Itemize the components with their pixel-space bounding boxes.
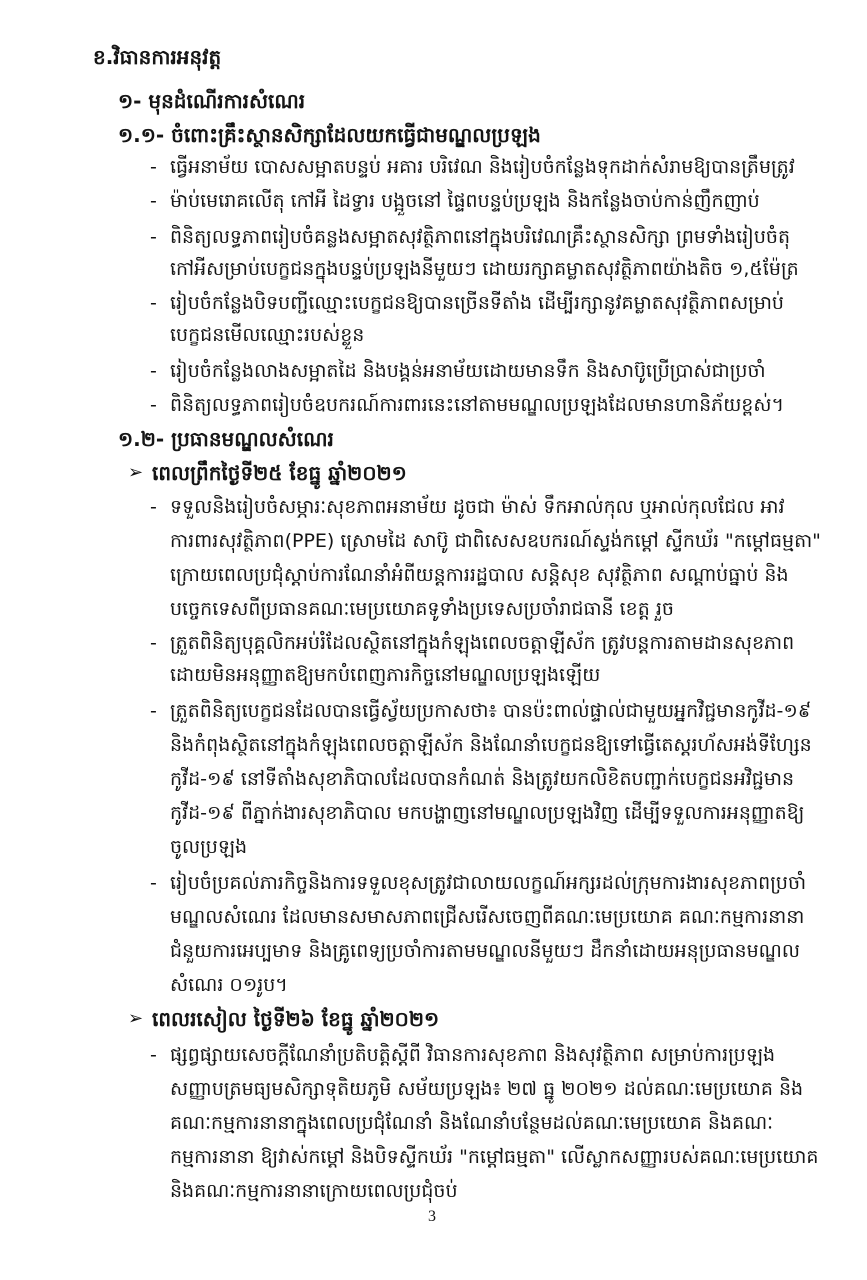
bullet-dash: - xyxy=(150,700,157,722)
list-item-line: បេក្ខជនមើលឈ្មោះរបស់ខ្លួន xyxy=(170,324,365,346)
list-item-line: ត្រួតពិនិត្យបុគ្គលិកអប់រំដែលស្ថិតនៅក្នុងកំឡុងពេលចត្តាឡីស័ក ត្រូវបន្តការតាមដានសុខភាព xyxy=(170,632,795,654)
evening-heading: ពេលរសៀល ថ្ងៃទី២៦ ខែធ្នូ ឆ្នាំ២០២១ xyxy=(152,1007,440,1031)
bullet-dash: - xyxy=(150,226,157,248)
list-item-line: កូវីដ-១៩ នៅទីតាំងសុខាភិបាលដែលបានកំណត់ និងត្រូវយកលិខិតបញ្ជាក់បេក្ខជនអវិជ្ជមាន xyxy=(170,768,795,790)
list-item-line: សំណេរ ០១រូប។ xyxy=(170,974,288,996)
list-item-line: ផ្សព្វផ្សាយសេចក្តីណែនាំប្រតិបត្តិស្តីពី វិធានការសុខភាព និងសុវត្ថិភាព សម្រាប់ការប្រឡង xyxy=(170,1044,776,1066)
list-item-line: ពិនិត្យលទ្ធភាពរៀបចំគន្លងសម្អាតសុវត្ថិភាពនៅក្នុងបរិវេណគ្រឹះស្ថានសិក្សា ព្រមទាំងរៀបចំតុ xyxy=(170,226,791,248)
list-item-line: កម្មការនានា ឱ្យវាស់កម្តៅ និងបិទស្ទីកឃ័រ "កម្តៅធម្មតា" លើស្លាកសញ្ញារបស់គណៈមេប្រយោគ xyxy=(170,1146,819,1168)
list-item-line: ការពារសុវត្ថិភាព(PPE) ស្រោមដៃ សាប៊ូ ជាពិសេសឧបករណ៍ស្ទង់កម្តៅ ស្ទីកឃ័រ "កម្តៅធម្មតា" xyxy=(170,530,821,552)
list-item-line: មណ្ឌលសំណេរ ដែលមានសមាសភាពជ្រើសរើសចេញពីគណៈមេប្រយោគ គណៈកម្មការនានា xyxy=(170,906,805,928)
bullet-dash: - xyxy=(150,496,157,518)
list-item-line: រៀបចំកន្លែងលាងសម្អាតដៃ និងបង្គន់អនាម័យដោយមានទឹក និងសាប៊ូប្រើប្រាស់ជាប្រចាំ xyxy=(170,360,766,382)
list-item-line: ម៉ាប់មេរោគលើតុ កៅអី ដៃទ្វារ បង្អួចនៅ ផ្ទៃពបន្ទប់ប្រឡង និងកន្លែងចាប់កាន់ញឹកញាប់ xyxy=(170,190,760,212)
bullet-dash: - xyxy=(150,394,157,416)
list-item-line: ដោយមិនអនុញ្ញាតឱ្យមកបំពេញភារកិច្ចនៅមណ្ឌលប្រឡងឡើយ xyxy=(170,664,601,686)
bullet-dash: - xyxy=(150,872,157,894)
list-item-line: រៀបចំកន្លែងបិទបញ្ជីឈ្មោះបេក្ខជនឱ្យបានច្រើនទីតាំង ដើម្បីរក្សានូវគម្លាតសុវត្ថិភាពសម្រាប់ xyxy=(170,292,784,314)
list-item-line: គណៈកម្មការនានាក្នុងពេលប្រជុំណែនាំ និងណែនាំបន្ថែមដល់គណៈមេប្រយោគ និងគណៈ xyxy=(170,1112,773,1134)
bullet-dash: - xyxy=(150,190,157,212)
bullet-dash: - xyxy=(150,1044,157,1066)
list-item-line: កូវីដ-១៩ ពីភ្នាក់ងារសុខាភិបាល មកបង្ហាញនៅមណ្ឌលប្រឡងវិញ ដើម្បីទទួលការអនុញ្ញាតឱ្យ xyxy=(170,802,805,824)
list-item-line: បច្ចេកទេសពីប្រធានគណៈមេប្រយោគទូទាំងប្រទេសប្រចាំរាជធានី ខេត្ត រួច xyxy=(170,598,674,620)
list-item-line: ចូលប្រឡង xyxy=(170,836,248,858)
subsection-1-2-title: ១.២- ប្រធានមណ្ឌលសំណេរ xyxy=(118,427,334,451)
page-number: 3 xyxy=(428,1208,436,1225)
list-item-line: ក្រោយពេលប្រជុំស្តាប់ការណែនាំអំពីយន្តការរដ្ឋបាល សន្តិសុខ សុវត្ថិភាព សណ្តាប់ធ្នាប់ និង xyxy=(170,564,789,586)
list-item-line: ត្រួតពិនិត្យបេក្ខជនដែលបានធ្វើស្វ័យប្រកាសថា៖ បានប៉ះពាល់ផ្ទាល់ជាមួយអ្នកវិជ្ជមានកូវីដ-១៩ xyxy=(170,700,812,722)
subsection-1-title: ១- មុនដំណើរការសំណេរ xyxy=(118,89,306,113)
bullet-dash: - xyxy=(150,360,157,382)
subsection-1-1-title: ១.១- ចំពោះគ្រឹះស្ថានសិក្សាដែលយកធ្វើជាមណ្ឌលប្រឡង xyxy=(118,123,541,147)
list-item-line: និងគណៈកម្មការនានាក្រោយពេលប្រជុំចប់ xyxy=(170,1180,458,1202)
list-item-line: កៅអីសម្រាប់បេក្ខជនក្នុងបន្ទប់ប្រឡងនីមួយៗ ដោយរក្សាគម្លាតសុវត្ថិភាពយ៉ាងតិច ១,៥ម៉ែត្រ xyxy=(170,258,799,280)
list-item-line: ធ្វើអនាម័យ បោសសម្អាតបន្ទប់ អគារ បរិវេណ និងរៀបចំកន្លែងទុកដាក់សំរាមឱ្យបានត្រឹមត្រូវ xyxy=(170,156,795,178)
section-title: ខ.វិធានការអនុវត្ត xyxy=(93,45,222,69)
bullet-dash: - xyxy=(150,156,157,178)
list-item-line: ទទួលនិងរៀបចំសម្ភារៈសុខភាពអនាម័យ ដូចជា ម៉ាស់ ទឹកអាល់កុល ឬអាល់កុលជែល អាវ xyxy=(170,496,785,518)
list-item-line: ពិនិត្យលទ្ធភាពរៀបចំឧបករណ៍ការពារនេះនៅតាមមណ្ឌលប្រឡងដែលមានហានិភ័យខ្ពស់។ xyxy=(170,394,784,416)
list-item-line: និងកំពុងស្ថិតនៅក្នុងកំឡុងពេលចត្តាឡីស័ក និងណែនាំបេក្ខជនឱ្យទៅធ្វើតេស្តរហ័សអង់ទីហ្សែន xyxy=(170,734,812,756)
list-item-line: រៀបចំប្រគល់ភារកិច្ចនិងការទទួលខុសត្រូវជាលាយលក្ខណ៍អក្សរដល់ក្រុមការងារសុខភាពប្រចាំ xyxy=(170,872,807,894)
arrow-bullet-icon: ➢ xyxy=(128,462,144,483)
list-item-line: ជំនួយការអេប្បមាទ និងគ្រូពេទ្យប្រចាំការតាមមណ្ឌលនីមួយៗ ដឹកនាំដោយអនុប្រធានមណ្ឌល xyxy=(170,940,800,962)
morning-heading: ពេលព្រឹកថ្ងៃទី២៥ ខែធ្នូ ឆ្នាំ២០២១ xyxy=(152,461,407,485)
arrow-bullet-icon: ➢ xyxy=(128,1008,144,1029)
list-item-line: សញ្ញាបត្រមធ្យមសិក្សាទុតិយភូមិ សម័យប្រឡង៖ ២៧ ធ្នូ ២០២១ ដល់គណៈមេប្រយោគ និង xyxy=(170,1078,804,1100)
bullet-dash: - xyxy=(150,292,157,314)
bullet-dash: - xyxy=(150,632,157,654)
